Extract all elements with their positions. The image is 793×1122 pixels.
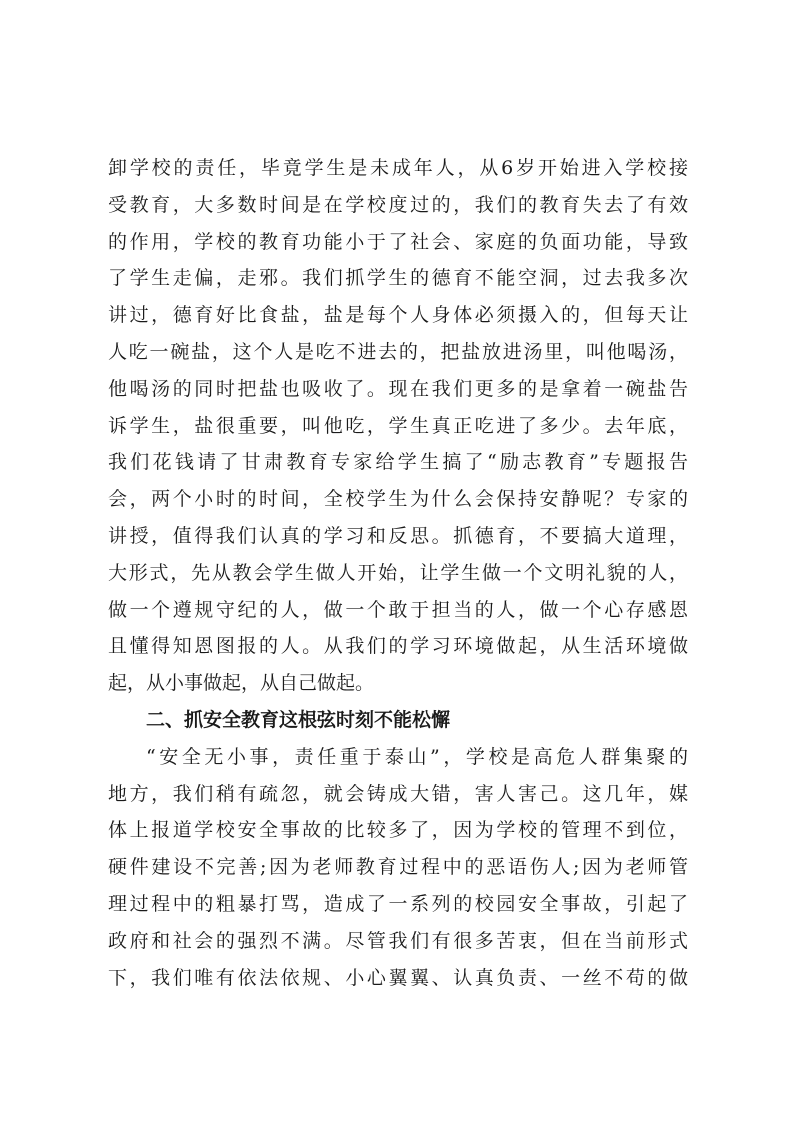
paragraph-line: 受教育，大多数时间是在学校度过的，我们的教育失去了有效 bbox=[108, 193, 688, 216]
paragraph-line: 卸学校的责任，毕竟学生是未成年人，从6岁开始进入学校接 bbox=[108, 157, 688, 179]
paragraph-line: 大形式，先从教会学生做人开始，让学生做一个文明礼貌的人， bbox=[108, 561, 688, 584]
paragraph-line: 且懂得知恩图报的人。从我们的学习环境做起，从生活环境做 bbox=[108, 635, 688, 658]
paragraph-line: 了学生走偏，走邪。我们抓学生的德育不能空洞，过去我多次 bbox=[108, 267, 688, 290]
paragraph-line: 体上报道学校安全事故的比较多了，因为学校的管理不到位， bbox=[108, 819, 688, 842]
paragraph-line: 硬件建设不完善;因为老师教育过程中的恶语伤人;因为老师管 bbox=[108, 856, 688, 879]
paragraph-line: 下，我们唯有依法依规、小心翼翼、认真负责、一丝不苟的做 bbox=[108, 966, 688, 989]
paragraph-line: 地方，我们稍有疏忽，就会铸成大错，害人害己。这几年，媒 bbox=[108, 782, 688, 805]
paragraph-line: 他喝汤的同时把盐也吸收了。现在我们更多的是拿着一碗盐告 bbox=[108, 377, 688, 400]
paragraph-line: 做一个遵规守纪的人，做一个敢于担当的人，做一个心存感恩 bbox=[108, 598, 688, 621]
paragraph-line: 讲过，德育好比食盐，盐是每个人身体必须摄入的，但每天让 bbox=[108, 304, 688, 327]
paragraph-line: 的作用，学校的教育功能小于了社会、家庭的负面功能，导致 bbox=[108, 230, 688, 253]
paragraph-line: 诉学生，盐很重要，叫他吃，学生真正吃进了多少。去年底， bbox=[108, 414, 688, 437]
section-heading: 二、抓安全教育这根弦时刻不能松懈 bbox=[146, 708, 451, 731]
paragraph-line: 起，从小事做起，从自己做起。 bbox=[108, 672, 375, 695]
paragraph-line: 政府和社会的强烈不满。尽管我们有很多苦衷，但在当前形式 bbox=[108, 929, 688, 952]
paragraph-line: 会，两个小时的时间，全校学生为什么会保持安静呢？专家的 bbox=[108, 488, 688, 511]
body-text bbox=[108, 150, 688, 996]
paragraph-line: 人吃一碗盐，这个人是吃不进去的，把盐放进汤里，叫他喝汤， bbox=[108, 340, 688, 363]
paragraph-line: 讲授，值得我们认真的学习和反思。抓德育，不要搞大道理， bbox=[108, 524, 688, 547]
paragraph-line: 我们花钱请了甘肃教育专家给学生搞了“励志教育”专题报告 bbox=[108, 451, 688, 474]
paragraph-line: “安全无小事，责任重于泰山”，学校是高危人群集聚的 bbox=[146, 745, 688, 768]
paragraph-line: 理过程中的粗暴打骂，造成了一系列的校园安全事故，引起了 bbox=[108, 892, 688, 915]
